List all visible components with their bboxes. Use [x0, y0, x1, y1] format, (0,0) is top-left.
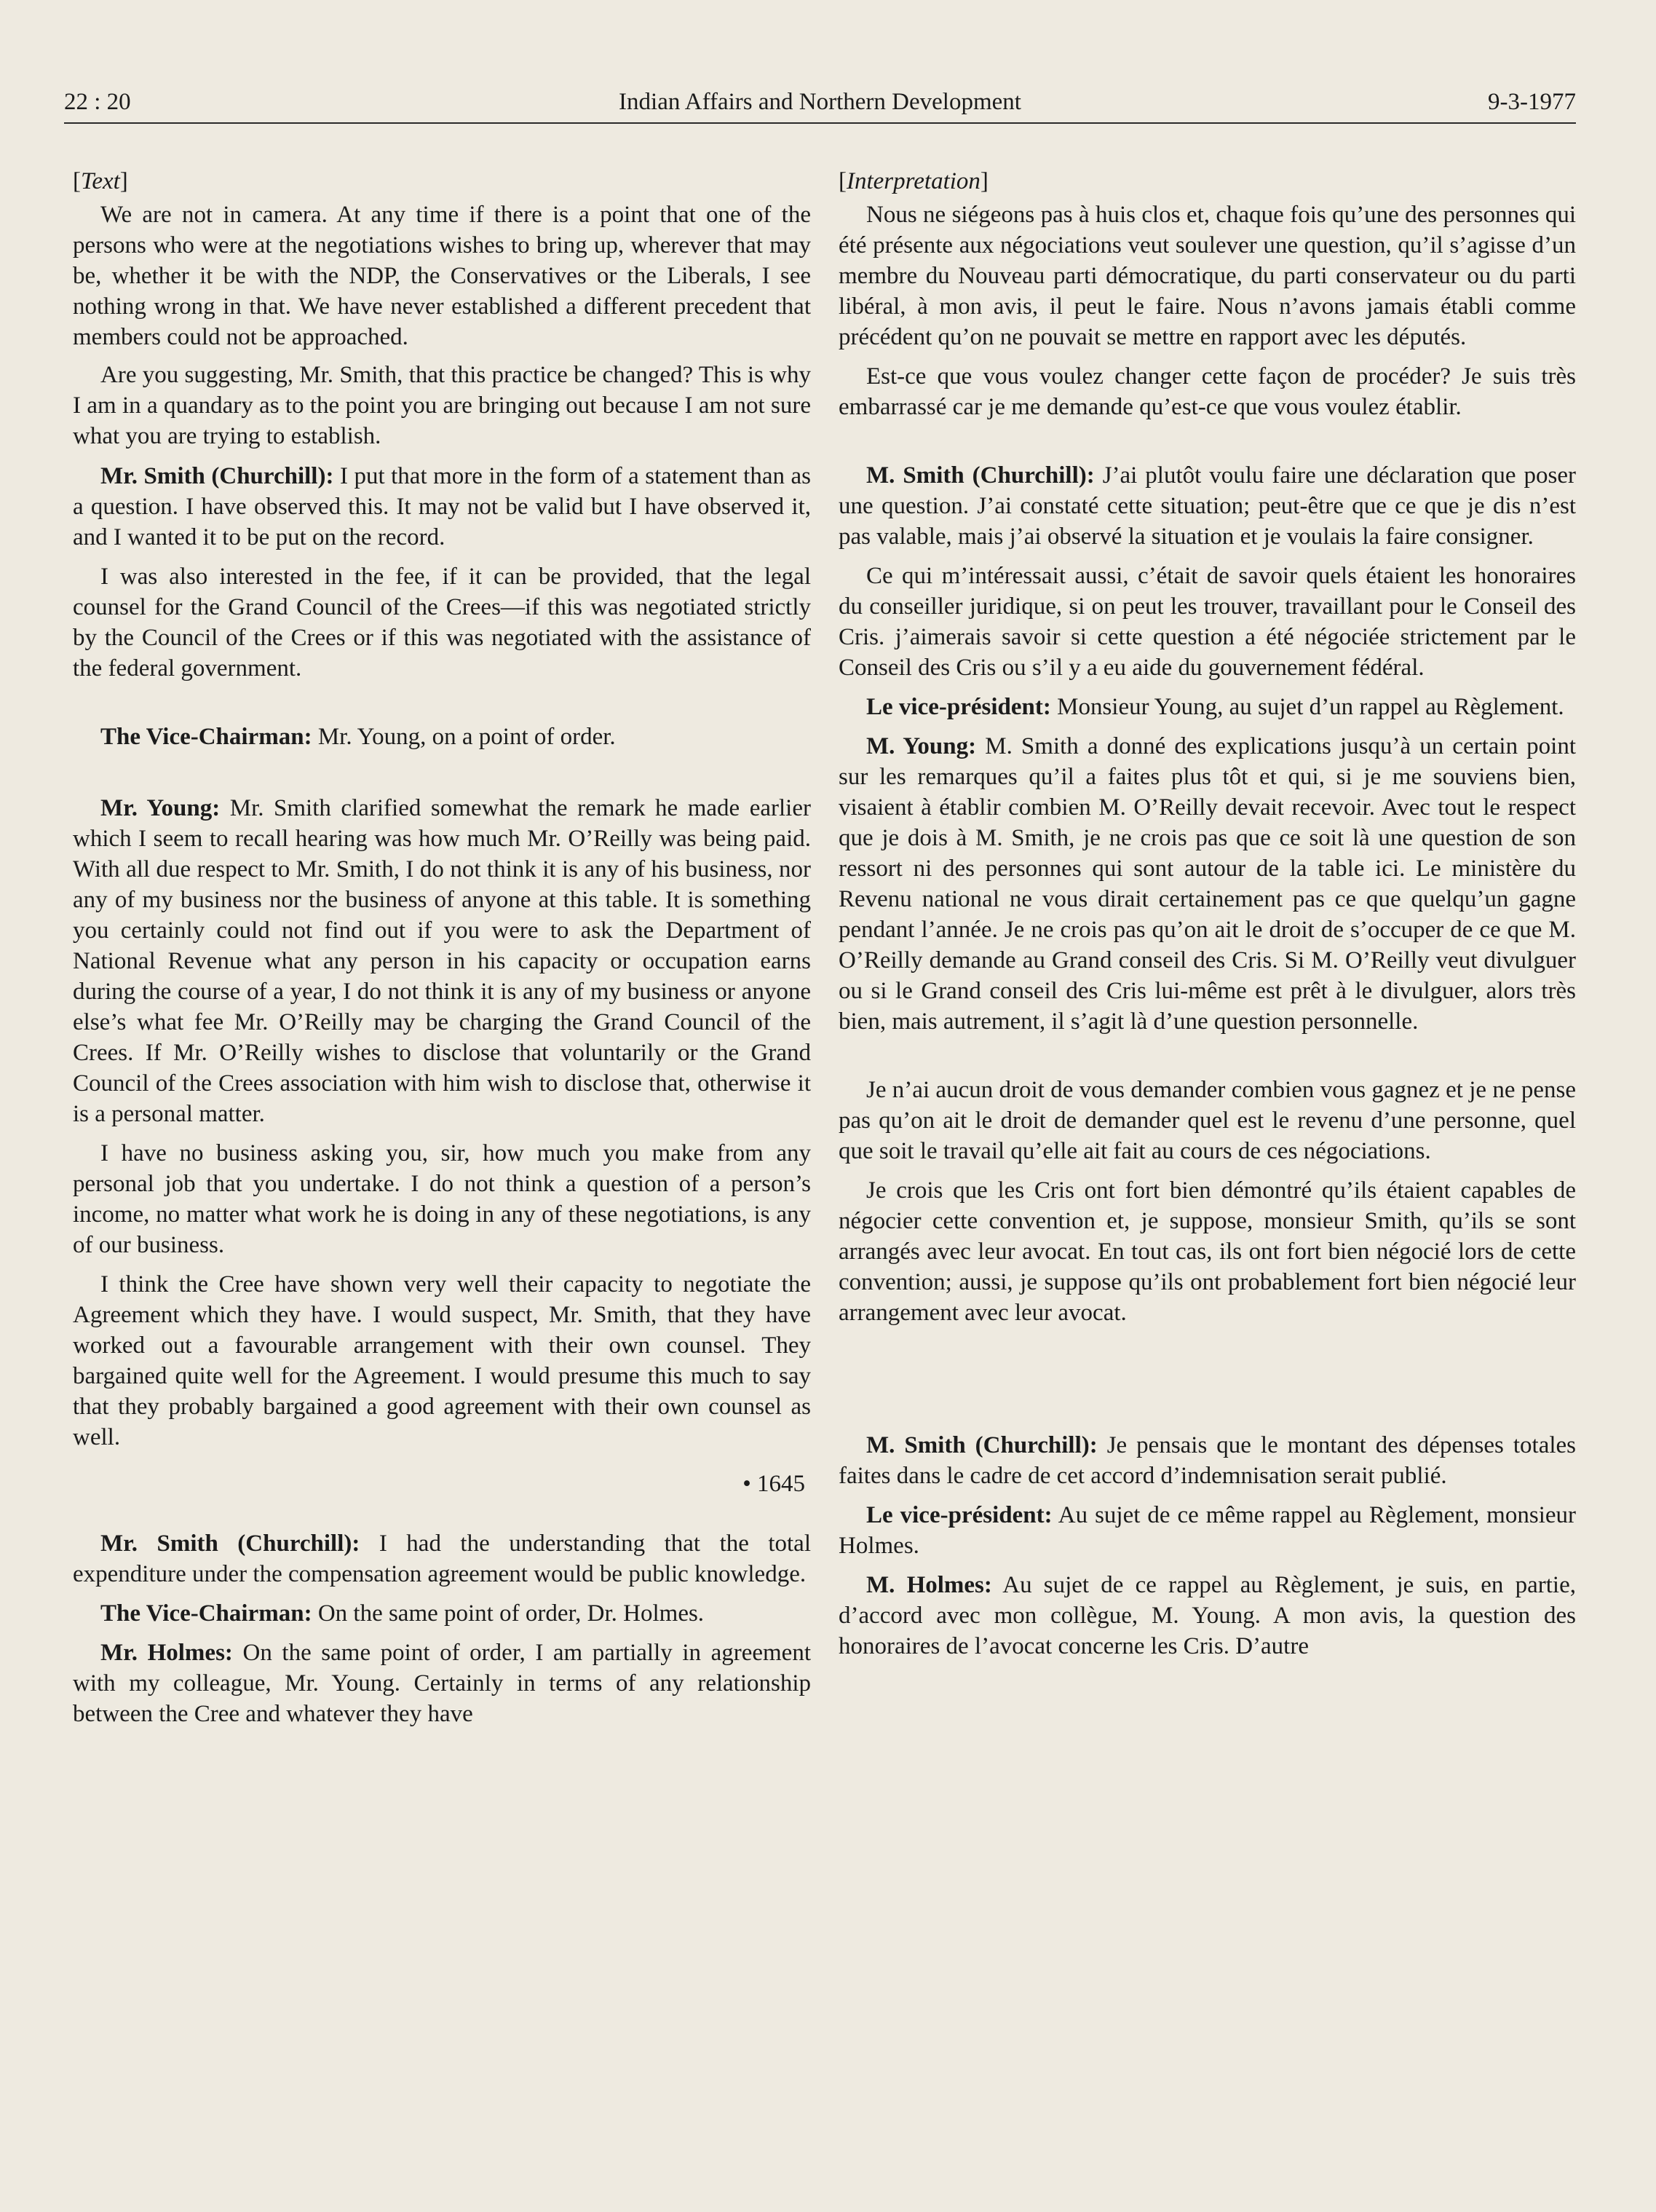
speaker-name: Mr. Holmes: [100, 1640, 233, 1666]
paragraph: M. Young: M. Smith a donné des explications jusqu’à un certain point sur les remarques qu’il a faites plus tôt et qui, si je me souviens bien, visaient à établir combien M. O’Reilly devait recevoir. Avec tout le respect que je dois à M. Smith, je ne crois pas que ce soit là une question de son ressort ni des personnes qui sont autour de la table ici. Le ministère du Revenu national ne vous dirait certainement pas ce que quelqu’un gagne pendant l’année. Je ne crois pas qu’on ait le droit de s’occuper de ce que M. O’Reilly demande au Grand conseil des Cris. Si M. O’Reilly veut divulguer ou si le Grand conseil des Cris lui-même est prêt à le divulguer, alors très bien, mais autrement, il s’agit là d’une question personnelle. [839, 733, 1576, 1035]
paragraph: Je n’ai aucun droit de vous demander combien vous gagnez et je ne pense pas qu’on ait le droit de demander quel est le revenu d’une personne, quel que soit le travail qu’elle ait fait au cours de ces négociations. [839, 1077, 1576, 1164]
running-title: Indian Affairs and Northern Development [619, 89, 1021, 115]
paragraph: M. Smith (Churchill): Je pensais que le montant des dépenses totales faites dans le cadre de cet accord d’indemnisation serait publié. [839, 1432, 1576, 1489]
paragraph: We are not in camera. At any time if there is a point that one of the persons who were at the negotiations wishes to bring up, wherever that may be, whether it be with the NDP, the Conservatives or the Liberals, I see nothing wrong in that. We have never established a different precedent that members could not be approached. [73, 202, 811, 350]
speaker-name: Mr. Smith (Churchill): [100, 1530, 360, 1557]
paragraph: Mr. Smith (Churchill): I had the understanding that the total expenditure under the compensation agreement would be public knowledge. [73, 1530, 811, 1587]
paragraph: The Vice-Chairman: Mr. Young, on a point of order. [100, 724, 616, 750]
speaker-name: The Vice-Chairman: [100, 1600, 312, 1627]
paragraph: Mr. Holmes: On the same point of order, I am partially in agreement with my colleague, Mr. Young. Certainly in terms of any relationship between the Cree and whatever they have [73, 1640, 811, 1727]
paragraph: M. Holmes: Au sujet de ce rappel au Règlement, je suis, en partie, d’accord avec mon collègue, M. Young. A mon avis, la question des honoraires de l’avocat concerne les Cris. D’autre [839, 1572, 1576, 1659]
time-marker: • 1645 [742, 1471, 805, 1497]
speaker-name: Le vice-président: [866, 1502, 1053, 1528]
sitting-date: 9-3-1977 [1488, 89, 1576, 115]
section-label-interpretation: [Interpretation] [839, 168, 989, 194]
paragraph: I think the Cree have shown very well their capacity to negotiate the Agreement which they have. I would suspect, Mr. Smith, that they have worked out a favourable arrangement with their own counsel. They bargained quite well for the Agreement. I would presume this much to say that they probably bargained a good agreement with their own counsel as well. [73, 1271, 811, 1450]
speaker-name: M. Young: [866, 733, 977, 759]
paragraph: Le vice-président: Au sujet de ce même rappel au Règlement, monsieur Holmes. [839, 1502, 1576, 1559]
speaker-name: Le vice-président: [866, 694, 1051, 720]
speaker-name: M. Holmes: [866, 1572, 992, 1598]
paragraph: Le vice-président: Monsieur Young, au sujet d’un rappel au Règlement. [866, 694, 1564, 720]
page-header [64, 86, 1576, 124]
speaker-name: The Vice-Chairman: [100, 724, 312, 750]
paragraph: Mr. Young: Mr. Smith clarified somewhat the remark he made earlier which I seem to recall hearing was how much Mr. O’Reilly was being paid. With all due respect to Mr. Smith, I do not think it is any of his business, nor any of my business nor the business of anyone at this table. It is something you certainly could not find out if you were to ask the Department of National Revenue what any person in his capacity or occupation earns during the course of a year, I do not think it is any of my business or anyone else’s what fee Mr. O’Reilly may be charging the Grand Council of the Crees. If Mr. O’Reilly wishes to disclose that voluntarily or the Grand Council of the Crees association with him wish to disclose that, otherwise it is a personal matter. [73, 795, 811, 1127]
english-column [73, 166, 811, 1729]
speaker-name: M. Smith (Churchill): [866, 462, 1095, 489]
paragraph: Nous ne siégeons pas à huis clos et, chaque fois qu’une des personnes qui été présente aux négociations veut soulever une question, qu’il s’agisse d’un membre du Nouveau parti démocratique, du parti conservateur ou du parti libéral, à mon avis, il peut le faire. Nous n’avons jamais établi comme précédent qu’on ne pouvait se mettre en rapport avec les députés. [839, 202, 1576, 350]
speaker-name: M. Smith (Churchill): [866, 1432, 1098, 1458]
paragraph: The Vice-Chairman: On the same point of order, Dr. Holmes. [100, 1600, 705, 1627]
paragraph: Mr. Smith (Churchill): I put that more in the form of a statement than as a question. I have observed this. It may not be valid but I have observed it, and I wanted it to be put on the record. [73, 463, 811, 550]
paragraph: Ce qui m’intéressait aussi, c’était de savoir quels étaient les honoraires du conseiller juridique, si on peut les trouver, travaillant pour le Conseil des Cris. j’aimerais savoir si cette question a été négociée strictement par le Conseil des Cris ou s’il y a eu aide du gouvernement fédéral. [839, 563, 1576, 681]
paragraph: Est-ce que vous voulez changer cette façon de procéder? Je suis très embarrassé car je me demande qu’est-ce que vous voulez établir. [839, 363, 1576, 420]
paragraph: Je crois que les Cris ont fort bien démontré qu’ils étaient capables de négocier cette convention et, je suppose, monsieur Smith, qu’ils se sont arrangés avec leur avocat. En tout cas, ils ont fort bien négocié lors de cette convention; aussi, je suppose qu’ils ont probablement fort bien négocié leur arrangement avec leur avocat. [839, 1177, 1576, 1326]
speaker-name: Mr. Young: [100, 795, 221, 821]
paragraph: M. Smith (Churchill): J’ai plutôt voulu faire une déclaration que poser une question. J’ai constaté cette situation; peut-être que ce que je dis n’est pas valable, mais j’ai observé la situation et je voulais la faire consigner. [839, 462, 1577, 550]
page-number: 22 : 20 [64, 89, 131, 115]
paragraph: I was also interested in the fee, if it can be provided, that the legal counsel for the Grand Council of the Crees—if this was negotiated strictly by the Council of the Crees or if this was negotiated with the assistance of the federal government. [73, 564, 811, 682]
french-column [839, 166, 1576, 1662]
section-label-text: [Text] [73, 168, 128, 194]
paragraph: I have no business asking you, sir, how much you make from any personal job that you undertake. I do not think a question of a person’s income, no matter what work he is doing in any of these negotiations, is any of our business. [73, 1140, 811, 1258]
paragraph: Are you suggesting, Mr. Smith, that this practice be changed? This is why I am in a quandary as to the point you are bringing out because I am not sure what you are trying to establish. [73, 362, 811, 449]
speaker-name: Mr. Smith (Churchill): [100, 463, 334, 489]
